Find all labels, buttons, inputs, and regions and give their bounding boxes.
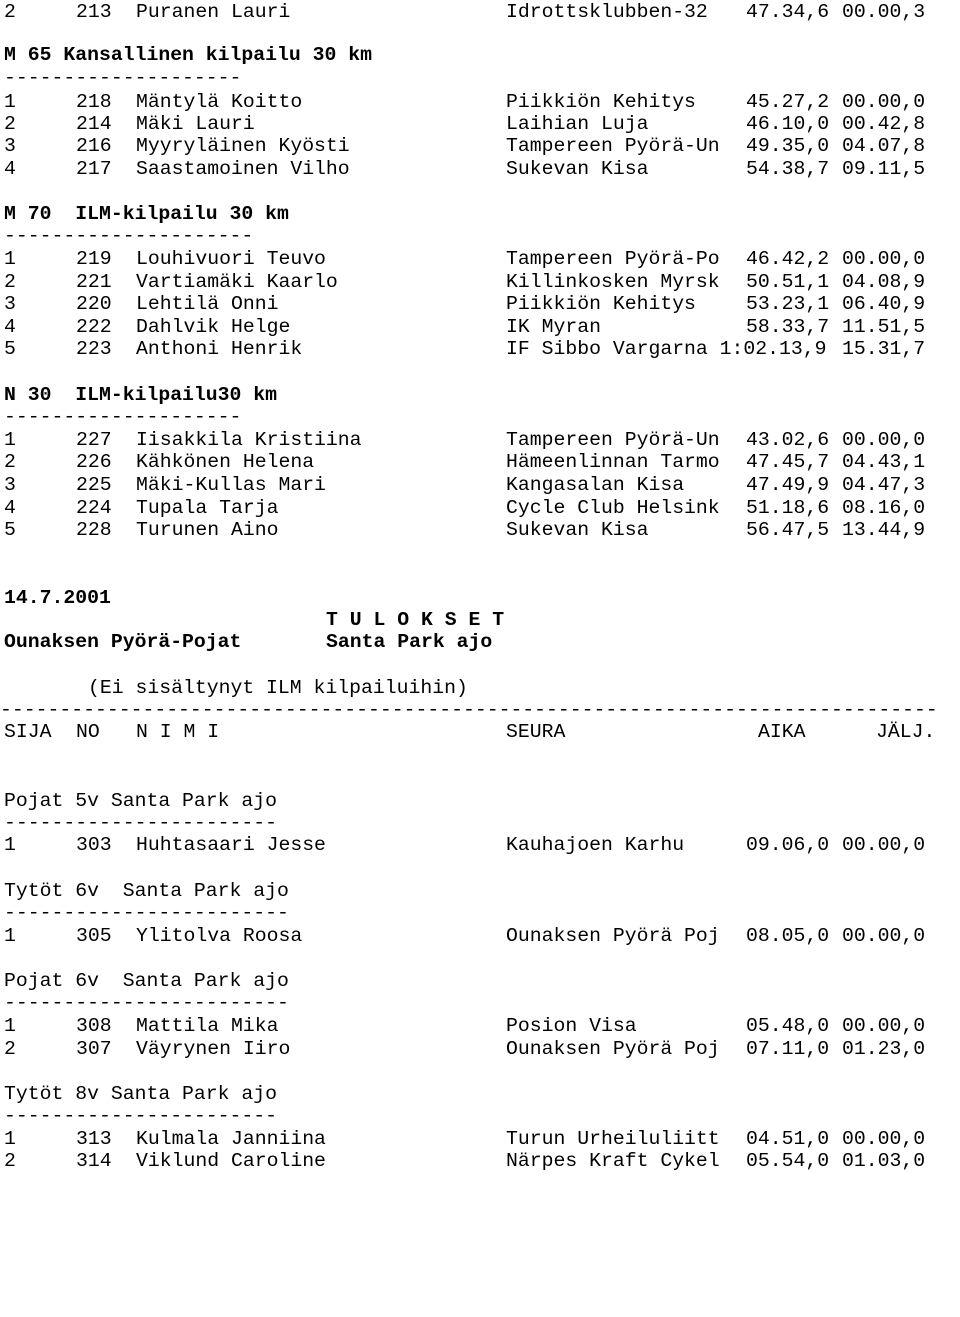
position: 4 — [4, 316, 16, 338]
time-gap: 01.23,0 — [842, 1038, 926, 1060]
bib-number: 313 — [76, 1128, 112, 1150]
result-row — [4, 473, 960, 497]
position: 3 — [4, 135, 16, 157]
column-no: NO — [76, 721, 100, 743]
bib-number: 214 — [76, 113, 112, 135]
club: Kauhajoen Karhu — [506, 834, 685, 856]
result-row — [4, 315, 960, 339]
rider-name: Saastamoinen Vilho — [136, 158, 350, 180]
rider-name: Mäntylä Koitto — [136, 91, 303, 113]
finish-time: 49.35,0 — [746, 135, 830, 157]
club: Ounaksen Pyörä Poj — [506, 925, 720, 947]
club: Posion Visa — [506, 1015, 637, 1037]
time-gap: 15.31,7 — [842, 338, 926, 360]
position: 1 — [4, 1015, 16, 1037]
section-underline: --------------------- — [4, 225, 254, 247]
time-gap: 06.40,9 — [842, 293, 926, 315]
bib-number: 223 — [76, 338, 112, 360]
position: 1 — [4, 834, 16, 856]
finish-time: 51.18,6 — [746, 497, 830, 519]
club: Idrottsklubben-32 — [506, 1, 708, 23]
section-heading: Tytöt 6v Santa Park ajo — [4, 880, 289, 902]
column-header-row — [4, 720, 960, 744]
column-sija: SIJA — [4, 721, 52, 743]
time-gap: 04.43,1 — [842, 451, 926, 473]
section-underline: ------------------------ — [4, 902, 289, 924]
club: Piikkiön Kehitys — [506, 91, 696, 113]
section-underline: ----------------------- — [4, 812, 278, 834]
result-row — [4, 270, 960, 294]
finish-time: 04.51,0 — [746, 1128, 830, 1150]
position: 1 — [4, 248, 16, 270]
rider-name: Dahlvik Helge — [136, 316, 291, 338]
rider-name: Huhtasaari Jesse — [136, 834, 326, 856]
position: 3 — [4, 293, 16, 315]
bib-number: 307 — [76, 1038, 112, 1060]
bib-number: 308 — [76, 1015, 112, 1037]
section-heading: M 70 ILM-kilpailu 30 km — [4, 203, 289, 225]
club: Ounaksen Pyörä Poj — [506, 1038, 720, 1060]
rider-name: Mäki-Kullas Mari — [136, 474, 326, 496]
result-row — [4, 496, 960, 520]
result-row — [4, 1127, 960, 1151]
position: 5 — [4, 338, 16, 360]
position: 1 — [4, 429, 16, 451]
section-heading: Pojat 6v Santa Park ajo — [4, 970, 289, 992]
club: Tampereen Pyörä-Un — [506, 429, 720, 451]
finish-time: 50.51,1 — [746, 271, 830, 293]
bib-number: 314 — [76, 1150, 112, 1172]
finish-time: 45.27,2 — [746, 91, 830, 113]
finish-time: 47.34,6 — [746, 1, 830, 23]
time-gap: 00.00,0 — [842, 1015, 926, 1037]
club: Sukevan Kisa — [506, 158, 649, 180]
column-seura: SEURA — [506, 721, 566, 743]
finish-time: 47.45,7 — [746, 451, 830, 473]
position: 2 — [4, 113, 16, 135]
bib-number: 213 — [76, 1, 112, 23]
rider-name: Viklund Caroline — [136, 1150, 326, 1172]
club: Piikkiön Kehitys — [506, 293, 696, 315]
club: Sukevan Kisa — [506, 519, 649, 541]
section-heading: Tytöt 8v Santa Park ajo — [4, 1083, 278, 1105]
finish-time: 46.42,2 — [746, 248, 830, 270]
club: Laihian Luja — [506, 113, 649, 135]
bib-number: 224 — [76, 497, 112, 519]
club: Turun Urheiluliitt — [506, 1128, 720, 1150]
bib-number: 225 — [76, 474, 112, 496]
position: 3 — [4, 474, 16, 496]
position: 1 — [4, 1128, 16, 1150]
time-gap: 04.08,9 — [842, 271, 926, 293]
result-row — [4, 428, 960, 452]
time-gap: 00.00,0 — [842, 248, 926, 270]
result-row — [4, 134, 960, 158]
race-name: Santa Park ajo — [326, 631, 493, 653]
position: 4 — [4, 158, 16, 180]
rider-name: Puranen Lauri — [136, 1, 291, 23]
rider-name: Tupala Tarja — [136, 497, 279, 519]
rider-name: Lehtilä Onni — [136, 293, 279, 315]
result-row — [4, 247, 960, 271]
time-gap: 04.07,8 — [842, 135, 926, 157]
result-row — [4, 518, 960, 542]
position: 2 — [4, 271, 16, 293]
position: 1 — [4, 91, 16, 113]
bib-number: 305 — [76, 925, 112, 947]
result-row — [4, 450, 960, 474]
rider-name: Myyryläinen Kyösti — [136, 135, 350, 157]
club: Närpes Kraft Cykel — [506, 1150, 720, 1172]
result-row — [4, 833, 960, 857]
finish-time: 58.33,7 — [746, 316, 830, 338]
time-gap: 00.00,0 — [842, 429, 926, 451]
finish-time: 56.47,5 — [746, 519, 830, 541]
bib-number: 221 — [76, 271, 112, 293]
bib-number: 226 — [76, 451, 112, 473]
section-heading: N 30 ILM-kilpailu30 km — [4, 384, 278, 406]
time-gap: 00.00,0 — [842, 925, 926, 947]
bib-number: 218 — [76, 91, 112, 113]
bib-number: 217 — [76, 158, 112, 180]
result-row — [4, 0, 960, 24]
finish-time: 05.54,0 — [746, 1150, 830, 1172]
event-date: 14.7.2001 — [4, 587, 111, 609]
position: 1 — [4, 925, 16, 947]
section-heading: M 65 Kansallinen kilpailu 30 km — [4, 44, 372, 66]
finish-time: 46.10,0 — [746, 113, 830, 135]
header-rule: ------------------------------------------------------------------------------- — [0, 699, 938, 721]
rider-name: Louhivuori Teuvo — [136, 248, 326, 270]
finish-time: 43.02,6 — [746, 429, 830, 451]
rider-name: Kähkönen Helena — [136, 451, 315, 473]
column-nimi: N I M I — [136, 721, 220, 743]
result-row — [4, 1149, 960, 1173]
time-gap: 00.00,3 — [842, 1, 926, 23]
position: 5 — [4, 519, 16, 541]
section-underline: ----------------------- — [4, 1105, 278, 1127]
rider-name: Väyrynen Iiro — [136, 1038, 291, 1060]
bib-number: 220 — [76, 293, 112, 315]
finish-time: 53.23,1 — [746, 293, 830, 315]
time-gap: 11.51,5 — [842, 316, 926, 338]
finish-time: 54.38,7 — [746, 158, 830, 180]
results-title: T U L O K S E T — [326, 609, 505, 631]
bib-number: 303 — [76, 834, 112, 856]
rider-name: Anthoni Henrik — [136, 338, 303, 360]
time-gap: 13.44,9 — [842, 519, 926, 541]
rider-name: Mattila Mika — [136, 1015, 279, 1037]
rider-name: Vartiamäki Kaarlo — [136, 271, 338, 293]
result-row — [4, 337, 960, 361]
time-gap: 00.00,0 — [842, 91, 926, 113]
position: 2 — [4, 1150, 16, 1172]
result-row — [4, 924, 960, 948]
bib-number: 216 — [76, 135, 112, 157]
bib-number: 219 — [76, 248, 112, 270]
result-row — [4, 1014, 960, 1038]
club: Killinkosken Myrsk — [506, 271, 720, 293]
time-gap: 09.11,5 — [842, 158, 926, 180]
position: 4 — [4, 497, 16, 519]
finish-time: 07.11,0 — [746, 1038, 830, 1060]
result-row — [4, 112, 960, 136]
column-aika: AIKA — [758, 721, 806, 743]
rider-name: Ylitolva Roosa — [136, 925, 303, 947]
section-underline: -------------------- — [4, 406, 242, 428]
bib-number: 227 — [76, 429, 112, 451]
section-underline: -------------------- — [4, 67, 242, 89]
column-jalj: JÄLJ. — [876, 721, 936, 743]
rider-name: Iisakkila Kristiina — [136, 429, 362, 451]
position: 2 — [4, 1038, 16, 1060]
rider-name: Kulmala Janniina — [136, 1128, 326, 1150]
section-heading: Pojat 5v Santa Park ajo — [4, 790, 278, 812]
time-gap: 01.03,0 — [842, 1150, 926, 1172]
result-row — [4, 90, 960, 114]
time-gap: 00.00,0 — [842, 1128, 926, 1150]
position: 2 — [4, 1, 16, 23]
club: Tampereen Pyörä-Un — [506, 135, 720, 157]
time-gap: 00.00,0 — [842, 834, 926, 856]
club: IK Myran — [506, 316, 601, 338]
club: Hämeenlinnan Tarmo — [506, 451, 720, 473]
bib-number: 222 — [76, 316, 112, 338]
result-row — [4, 1037, 960, 1061]
club: Kangasalan Kisa — [506, 474, 685, 496]
result-row — [4, 292, 960, 316]
club: Cycle Club Helsink — [506, 497, 720, 519]
bib-number: 228 — [76, 519, 112, 541]
section-underline: ------------------------ — [4, 992, 289, 1014]
rider-name: Mäki Lauri — [136, 113, 255, 135]
finish-time: 08.05,0 — [746, 925, 830, 947]
finish-time: 47.49,9 — [746, 474, 830, 496]
result-row — [4, 157, 960, 181]
finish-time: 05.48,0 — [746, 1015, 830, 1037]
club: Tampereen Pyörä-Po — [506, 248, 720, 270]
time-gap: 04.47,3 — [842, 474, 926, 496]
exclusion-note: (Ei sisältynyt ILM kilpailuihin) — [88, 677, 468, 699]
time-gap: 00.42,8 — [842, 113, 926, 135]
finish-time: 09.06,0 — [746, 834, 830, 856]
rider-name: Turunen Aino — [136, 519, 279, 541]
position: 2 — [4, 451, 16, 473]
club-and-time: IF Sibbo Vargarna 1:02.13,9 — [506, 338, 827, 360]
organizer: Ounaksen Pyörä-Pojat — [4, 631, 242, 653]
time-gap: 08.16,0 — [842, 497, 926, 519]
